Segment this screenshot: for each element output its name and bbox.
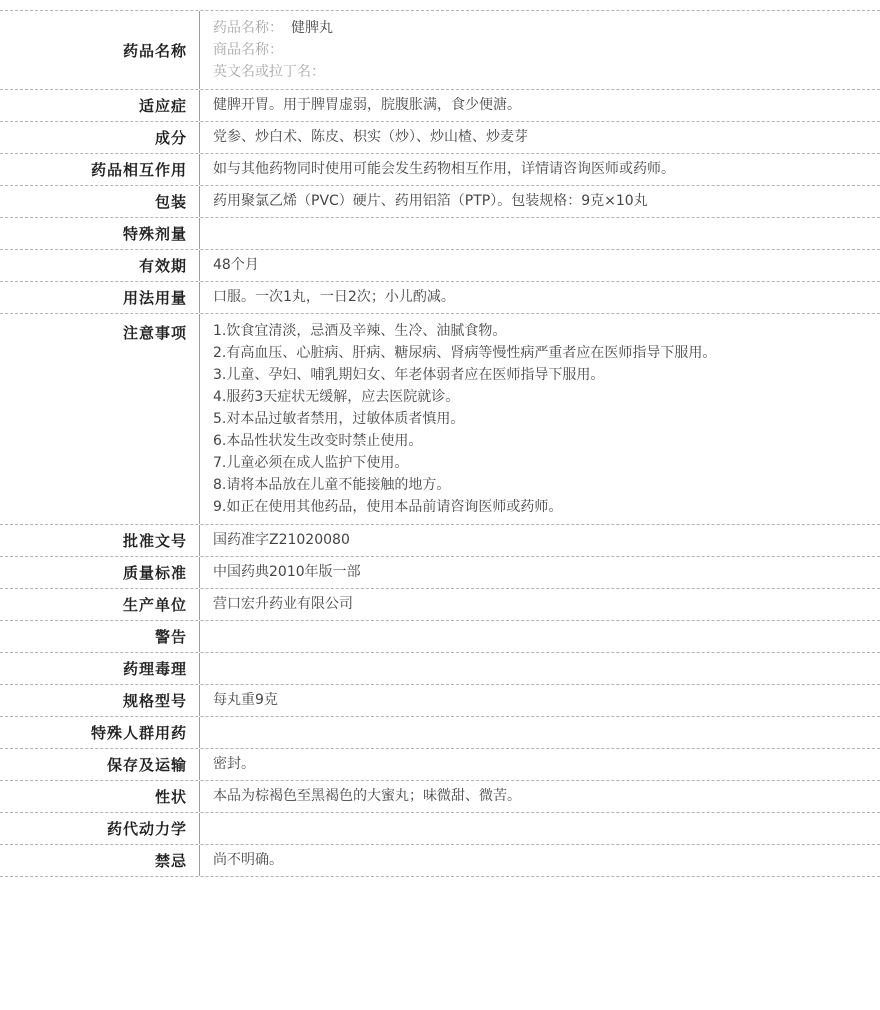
row-content	[200, 218, 880, 249]
table-row-special-dosage	[0, 218, 880, 250]
row-content: 药用聚氯乙烯（PVC）硬片、药用铝箔（PTP）。包装规格：9克×10丸	[213, 193, 648, 210]
row-label: 用法用量	[0, 282, 200, 313]
table-row-warning	[0, 621, 880, 653]
row-content: 国药准字Z21020080	[213, 532, 350, 549]
row-content	[200, 717, 880, 748]
table-row-drug-name	[0, 11, 880, 90]
table-row-manufacturer	[0, 589, 880, 621]
precaution-item: 9.如正在使用其他药品，使用本品前请咨询医师或药师。	[213, 499, 563, 515]
row-content	[200, 314, 880, 524]
row-label: 有效期	[0, 250, 200, 281]
row-content: 健脾开胃。用于脾胃虚弱，脘腹胀满，食少便溏。	[213, 97, 521, 114]
table-row-precautions	[0, 314, 880, 525]
precaution-item: 7.儿童必须在成人监护下使用。	[213, 455, 409, 471]
table-row-characteristics	[0, 781, 880, 813]
row-label: 药代动力学	[0, 813, 200, 844]
row-label: 质量标准	[0, 557, 200, 588]
precaution-item: 8.请将本品放在儿童不能接触的地方。	[213, 477, 451, 493]
row-content: 如与其他药物同时使用可能会发生药物相互作用，详情请咨询医师或药师。	[213, 161, 675, 178]
row-label: 注意事项	[0, 314, 200, 524]
row-label: 包装	[0, 186, 200, 217]
row-content: 48个月	[213, 257, 259, 274]
row-content	[200, 813, 880, 844]
precaution-item: 2.有高血压、心脏病、肝病、糖尿病、肾病等慢性病严重者应在医师指导下服用。	[213, 345, 717, 361]
table-row-approval-number	[0, 525, 880, 557]
row-content: 尚不明确。	[213, 852, 283, 869]
row-content: 每丸重9克	[213, 692, 278, 709]
table-row-shelf-life	[0, 250, 880, 282]
row-label: 药品相互作用	[0, 154, 200, 185]
row-label: 适应症	[0, 90, 200, 121]
row-label: 生产单位	[0, 589, 200, 620]
table-row-dosage	[0, 282, 880, 314]
row-content: 中国药典2010年版一部	[213, 564, 361, 581]
name-field	[213, 17, 868, 39]
row-content	[200, 653, 880, 684]
row-label: 药理毒理	[0, 653, 200, 684]
row-label: 药品名称	[0, 11, 200, 89]
table-row-ingredients	[0, 122, 880, 154]
precaution-item: 3.儿童、孕妇、哺乳期妇女、年老体弱者应在医师指导下服用。	[213, 367, 605, 383]
row-content: 口服。一次1丸，一日2次；小儿酌减。	[213, 289, 455, 306]
row-label: 禁忌	[0, 845, 200, 876]
table-row-storage	[0, 749, 880, 781]
drug-info-table	[0, 10, 880, 877]
precaution-item: 5.对本品过敏者禁用，过敏体质者慎用。	[213, 411, 465, 427]
table-row-pharmacology	[0, 653, 880, 685]
name-field	[213, 61, 868, 83]
row-label: 批准文号	[0, 525, 200, 556]
row-content	[200, 11, 880, 89]
name-field	[213, 39, 868, 61]
row-label: 特殊剂量	[0, 218, 200, 249]
name-field-value: 健脾丸	[291, 20, 333, 36]
name-field-key: 药品名称：	[213, 20, 283, 36]
precaution-item: 1.饮食宜清淡，忌酒及辛辣、生冷、油腻食物。	[213, 323, 507, 339]
row-label: 警告	[0, 621, 200, 652]
table-row-quality-standard	[0, 557, 880, 589]
name-field-key: 商品名称：	[213, 42, 283, 58]
row-content: 营口宏升药业有限公司	[213, 596, 353, 613]
row-label: 保存及运输	[0, 749, 200, 780]
table-row-specification	[0, 685, 880, 717]
table-row-special-populations	[0, 717, 880, 749]
row-content	[200, 621, 880, 652]
precaution-item: 6.本品性状发生改变时禁止使用。	[213, 433, 423, 449]
row-label: 成分	[0, 122, 200, 153]
table-row-contraindications	[0, 845, 880, 877]
row-content: 密封。	[213, 756, 255, 773]
name-field-key: 英文名或拉丁名：	[213, 64, 325, 80]
table-row-packaging	[0, 186, 880, 218]
precaution-item: 4.服药3天症状无缓解，应去医院就诊。	[213, 389, 460, 405]
table-row-interactions	[0, 154, 880, 186]
row-content: 本品为棕褐色至黑褐色的大蜜丸；味微甜、微苦。	[213, 788, 521, 805]
row-content: 党参、炒白术、陈皮、枳实（炒）、炒山楂、炒麦芽	[213, 129, 528, 146]
row-label: 规格型号	[0, 685, 200, 716]
table-row-indications	[0, 90, 880, 122]
table-row-pharmacokinetics	[0, 813, 880, 845]
row-label: 特殊人群用药	[0, 717, 200, 748]
row-label: 性状	[0, 781, 200, 812]
